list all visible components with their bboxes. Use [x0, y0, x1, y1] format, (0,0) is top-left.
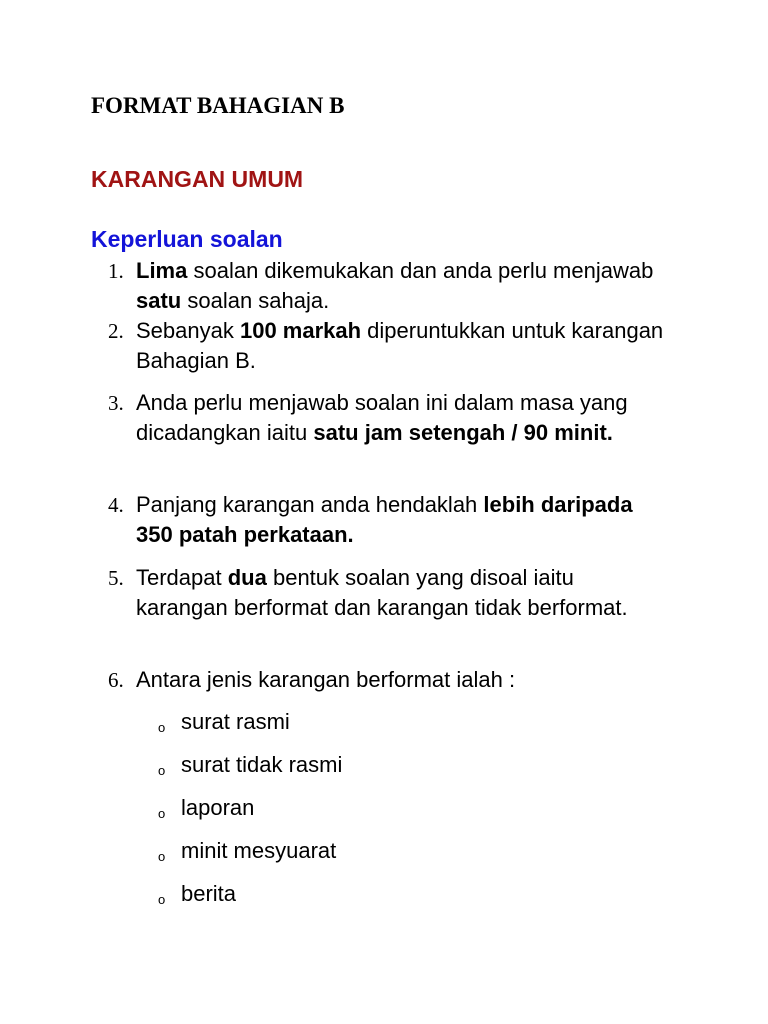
emphasis-text: Lima — [136, 258, 188, 283]
list-item — [108, 490, 668, 550]
body-text: diperuntukkan untuk karangan Bahagian B. — [136, 318, 664, 373]
body-text: Panjang karangan anda hendaklah — [136, 492, 484, 517]
list-item-text — [136, 665, 668, 695]
bullet-circle-icon: o — [158, 892, 166, 907]
list-item-number: 2. — [108, 319, 124, 343]
bullet-item — [158, 836, 336, 872]
bullet-circle-icon: o — [158, 720, 166, 735]
list-item — [108, 388, 668, 448]
list-item-number: 6. — [108, 668, 124, 692]
body-text: Terdapat — [136, 565, 228, 590]
bullet-circle-icon: o — [158, 806, 166, 821]
body-text: Antara jenis karangan berformat ialah : — [136, 667, 516, 692]
bullet-item — [158, 879, 236, 915]
list-item-text — [136, 256, 668, 316]
list-item — [108, 316, 668, 376]
list-item — [108, 665, 668, 695]
list-item-number: 5. — [108, 566, 124, 590]
list-item-number: 4. — [108, 493, 124, 517]
document-title: FORMAT BAHAGIAN B — [91, 93, 345, 118]
list-item-number: 1. — [108, 259, 124, 283]
list-item-text — [136, 388, 668, 448]
body-text: soalan dikemukakan dan anda perlu menjawab — [187, 258, 654, 283]
emphasis-text: satu jam setengah / 90 minit. — [313, 420, 613, 445]
sub-heading: Keperluan soalan — [91, 226, 283, 252]
list-item — [108, 563, 668, 623]
bullet-circle-icon: o — [158, 763, 166, 778]
bullet-text: laporan — [181, 795, 255, 820]
bullet-text: berita — [181, 881, 237, 906]
bullet-text: minit mesyuarat — [181, 838, 337, 863]
bullet-text: surat rasmi — [181, 709, 290, 734]
body-text: bentuk soalan yang disoal iaitu karangan berformat dan karangan tidak berformat. — [136, 565, 628, 620]
bullet-item — [158, 707, 290, 743]
list-item-text — [136, 316, 668, 376]
emphasis-text: satu — [136, 288, 182, 313]
list-item-text — [136, 490, 668, 550]
bullet-text: surat tidak rasmi — [181, 752, 343, 777]
section-heading: KARANGAN UMUM — [91, 166, 304, 192]
bullet-circle-icon: o — [158, 849, 166, 864]
emphasis-text: 100 markah — [239, 318, 362, 343]
body-text: soalan sahaja. — [181, 288, 330, 313]
bullet-item — [158, 793, 254, 829]
list-item-number: 3. — [108, 391, 124, 415]
list-item-text — [136, 563, 668, 623]
bullet-item — [158, 750, 342, 786]
emphasis-text: dua — [227, 565, 267, 590]
emphasis-text: lebih daripada 350 patah perkataan. — [136, 492, 633, 547]
body-text: Sebanyak — [136, 318, 240, 343]
list-item — [108, 256, 668, 316]
body-text: Anda perlu menjawab soalan ini dalam masa yang dicadangkan iaitu — [136, 390, 628, 445]
